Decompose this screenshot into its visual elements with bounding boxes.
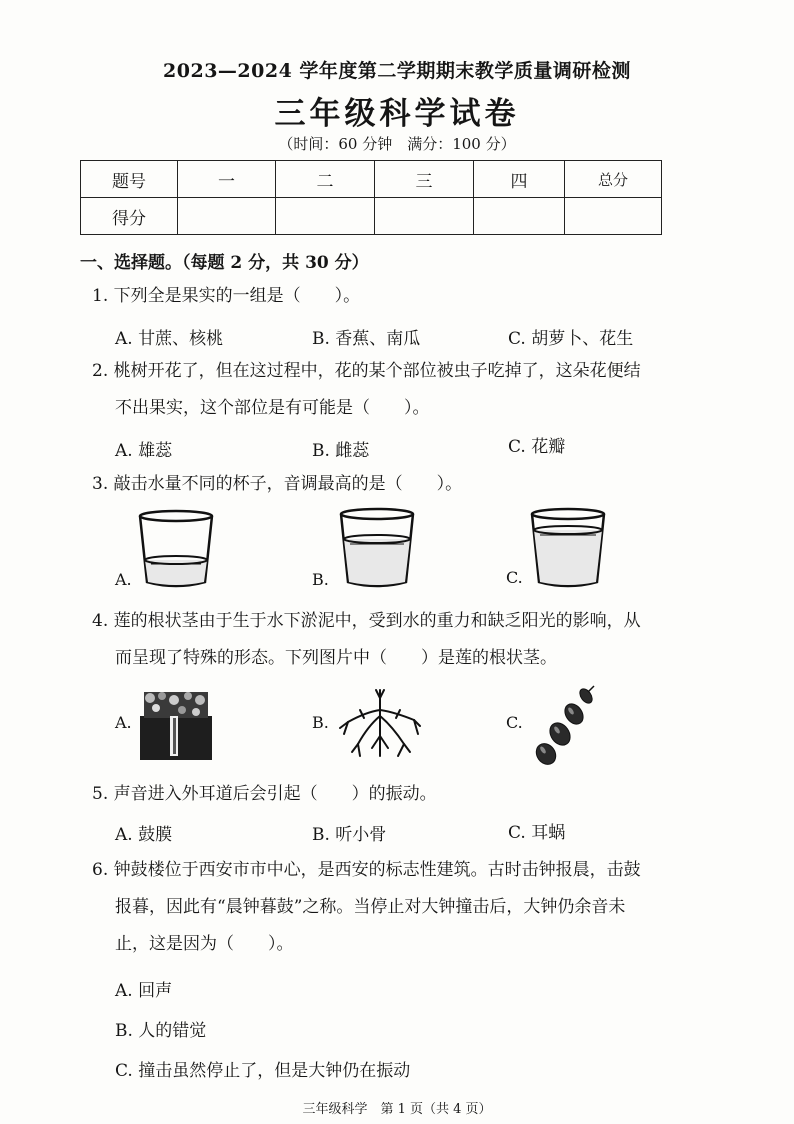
question-4-option-b[interactable]: B. xyxy=(312,713,329,732)
exam-title: 2023—2024 学年度第二学期期末教学质量调研检测 xyxy=(163,60,631,82)
score-col-4: 四 xyxy=(474,161,565,198)
question-4-line-1: 4. 莲的根状茎由于生于水下淤泥中，受到水的重力和缺乏阳光的影响，从 xyxy=(92,611,641,631)
score-cell-4[interactable] xyxy=(474,198,565,235)
question-6-line-1: 6. 钟鼓楼位于西安市市中心，是西安的标志性建筑。古时击钟报晨，击鼓 xyxy=(92,860,641,880)
exam-info: （时间：60 分钟 满分：100 分） xyxy=(278,135,516,153)
plant-photo-a-image xyxy=(140,690,212,760)
question-5-option-c[interactable]: C. 耳蜗 xyxy=(508,823,566,843)
question-1-option-b[interactable]: B. 香蕉、南瓜 xyxy=(312,329,421,349)
question-2-option-a[interactable]: A. 雄蕊 xyxy=(115,441,173,461)
question-6-line-2: 报暮，因此有“晨钟暮鼓”之称。当停止对大钟撞击后，大钟仍余音未 xyxy=(115,897,626,917)
question-4-option-a[interactable]: A. xyxy=(115,713,132,732)
glass-c-image xyxy=(527,506,609,590)
question-3-option-c[interactable]: C. xyxy=(506,568,523,587)
question-6-line-3: 止，这是因为（ ）。 xyxy=(115,934,294,954)
question-5-option-a[interactable]: A. 鼓膜 xyxy=(115,825,173,845)
glass-b-image xyxy=(336,506,418,590)
question-1-option-a[interactable]: A. 甘蔗、核桃 xyxy=(115,329,224,349)
score-col-total: 总分 xyxy=(565,161,662,198)
question-4-option-c[interactable]: C. xyxy=(506,713,523,732)
score-col-3: 三 xyxy=(375,161,474,198)
score-table-score-row xyxy=(81,198,662,235)
lotus-rhizome-c-image xyxy=(532,684,598,766)
score-cell-3[interactable] xyxy=(375,198,474,235)
roots-drawing-b-image xyxy=(338,686,422,764)
score-cell-total[interactable] xyxy=(565,198,662,235)
question-2-option-b[interactable]: B. 雌蕊 xyxy=(312,441,370,461)
score-row-label: 得分 xyxy=(81,198,178,235)
score-cell-2[interactable] xyxy=(276,198,375,235)
score-cell-1[interactable] xyxy=(178,198,276,235)
question-2-line-1: 2. 桃树开花了，但在这过程中，花的某个部位被虫子吃掉了，这朵花便结 xyxy=(92,361,641,381)
question-3-text: 3. 敲击水量不同的杯子，音调最高的是（ ）。 xyxy=(92,474,463,494)
score-table xyxy=(80,160,662,235)
question-5-option-b[interactable]: B. 听小骨 xyxy=(312,825,387,845)
question-6-option-a[interactable]: A. 回声 xyxy=(115,981,173,1001)
score-col-1: 一 xyxy=(178,161,276,198)
score-col-label: 题号 xyxy=(81,161,178,198)
section-heading: 一、选择题。（每题 2 分，共 30 分） xyxy=(80,253,369,273)
glass-a-image xyxy=(135,508,217,590)
question-2-line-2: 不出果实，这个部位是有可能是（ ）。 xyxy=(115,398,430,418)
question-6-option-c[interactable]: C. 撞击虽然停止了，但是大钟仍在振动 xyxy=(115,1061,411,1081)
question-3-option-a[interactable]: A. xyxy=(115,570,132,589)
question-3-option-b[interactable]: B. xyxy=(312,570,329,589)
question-1-option-c[interactable]: C. 胡萝卜、花生 xyxy=(508,329,634,349)
question-2-option-c[interactable]: C. 花瓣 xyxy=(508,437,566,457)
question-1-text: 1. 下列全是果实的一组是（ ）。 xyxy=(92,286,361,306)
question-5-text: 5. 声音进入外耳道后会引起（ ）的振动。 xyxy=(92,784,437,804)
score-col-2: 二 xyxy=(276,161,375,198)
question-4-line-2: 而呈现了特殊的形态。下列图片中（ ）是莲的根状茎。 xyxy=(115,648,557,668)
score-table-header-row xyxy=(81,161,662,198)
paper-title: 三年级科学试卷 xyxy=(274,96,520,132)
question-6-option-b[interactable]: B. 人的错觉 xyxy=(115,1021,207,1041)
page-footer: 三年级科学 第 1 页（共 4 页） xyxy=(302,1102,492,1117)
